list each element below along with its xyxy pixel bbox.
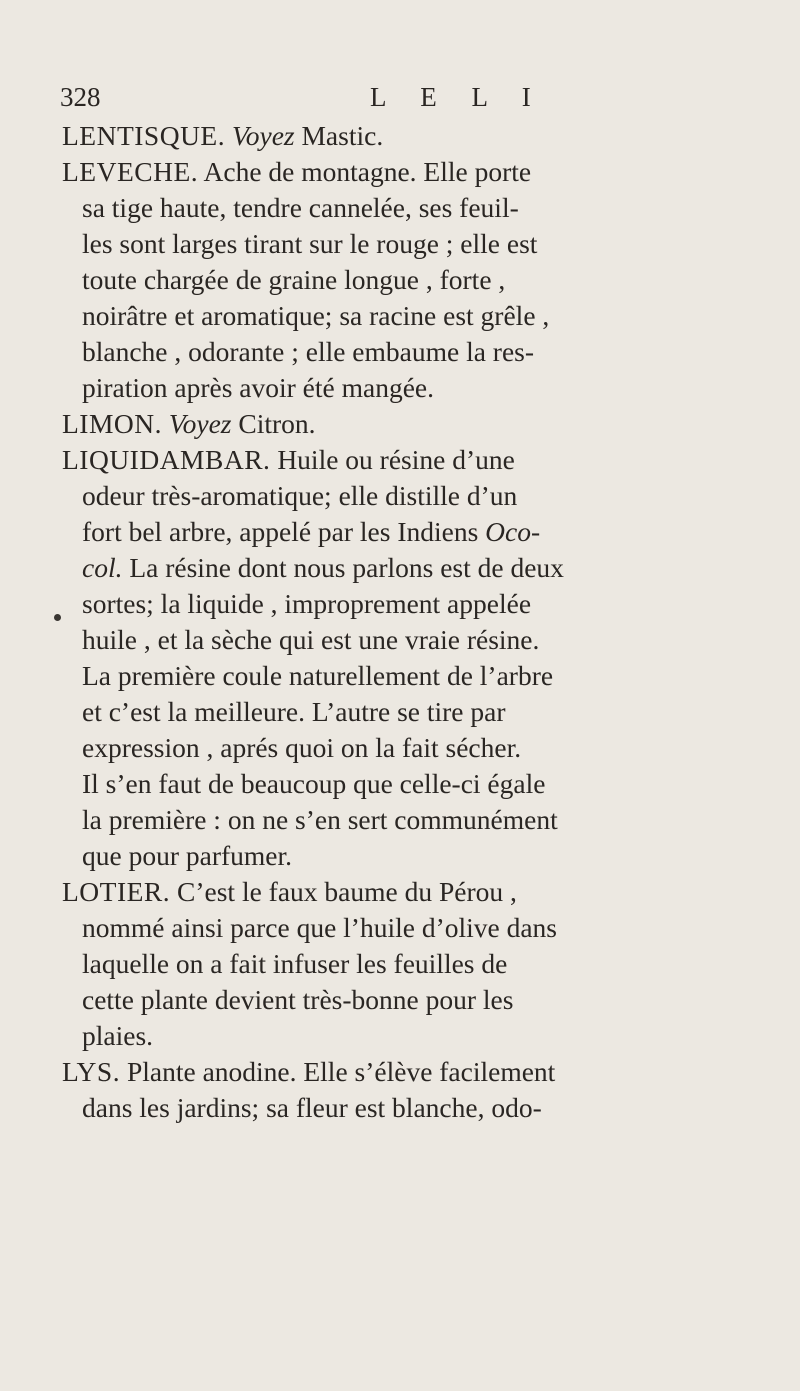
line-text — [162, 408, 169, 439]
text-line — [62, 875, 517, 909]
line-text: C’est le faux baume du Pérou , — [170, 876, 517, 907]
text-line — [82, 515, 540, 549]
text-line — [62, 1055, 555, 1089]
entry-headword: LIQUIDAMBAR. — [62, 444, 271, 475]
text-line — [82, 1019, 153, 1053]
text-line — [82, 551, 564, 585]
ink-spot — [54, 614, 61, 621]
italic-text: Voyez — [168, 408, 232, 439]
line-text — [225, 120, 232, 151]
line-text: blanche , odorante ; elle embaume la res- — [82, 336, 535, 367]
text-line — [82, 227, 537, 261]
text-line — [82, 803, 558, 837]
line-text: huile , et la sèche qui est une vraie résine. — [82, 624, 540, 655]
line-text-end: Citron. — [231, 408, 316, 439]
text-line — [82, 335, 534, 369]
line-text: odeur très-aromatique; elle distille d’un — [82, 480, 518, 511]
text-line — [82, 191, 519, 225]
text-line — [82, 263, 505, 297]
entry-headword: LYS. — [62, 1056, 121, 1087]
line-text: noirâtre et aromatique; sa racine est grêle , — [82, 300, 550, 331]
line-text: laquelle on a fait infuser les feuilles de — [82, 948, 508, 979]
line-text: Plante anodine. Elle s’élève facilement — [120, 1056, 556, 1087]
line-text: Huile ou résine d’une — [270, 444, 515, 475]
text-line — [82, 1091, 542, 1125]
entry-headword: LENTISQUE. — [62, 120, 226, 151]
text-line — [82, 839, 292, 873]
line-text: et c’est la meilleure. L’autre se tire par — [82, 696, 506, 727]
line-text: dans les jardins; sa fleur est blanche, odo- — [82, 1092, 542, 1123]
line-text: cette plante devient très-bonne pour les — [82, 984, 514, 1015]
line-text: fort bel arbre, appelé par les Indiens — [82, 516, 486, 547]
text-line — [82, 947, 507, 981]
line-text-end: La résine dont nous parlons est de deux — [122, 552, 564, 583]
line-text: expression , aprés quoi on la fait sécher. — [82, 732, 522, 763]
text-line — [82, 731, 521, 765]
line-text: Il s’en faut de beaucoup que celle-ci égale — [82, 768, 546, 799]
line-text: piration après avoir été mangée. — [82, 372, 434, 403]
italic-text: Voyez — [231, 120, 295, 151]
line-text: la première : on ne s’en sert communément — [82, 804, 558, 835]
text-line — [62, 407, 316, 441]
text-line — [62, 119, 383, 153]
line-text: sa tige haute, tendre cannelée, ses feuil- — [82, 192, 519, 223]
text-line — [82, 659, 553, 693]
line-text: les sont larges tirant sur le rouge ; elle est — [82, 228, 538, 259]
line-text: nommé ainsi parce que l’huile d’olive dans — [82, 912, 557, 943]
page-number: 328 — [60, 82, 101, 112]
text-line — [82, 911, 557, 945]
entry-headword: LOTIER. — [62, 876, 171, 907]
text-line — [62, 155, 531, 189]
italic-text: Oco- — [485, 516, 541, 547]
line-text: sortes; la liquide , improprement appelée — [82, 588, 532, 619]
line-text: que pour parfumer. — [82, 840, 292, 871]
italic-text: col. — [82, 552, 123, 583]
page-header — [60, 82, 660, 122]
text-line — [82, 695, 506, 729]
entry-headword: LIMON. — [62, 408, 163, 439]
line-text: plaies. — [82, 1020, 154, 1051]
line-text: toute chargée de graine longue , forte , — [82, 264, 506, 295]
text-line — [82, 299, 549, 333]
running-head: L E L I — [370, 82, 545, 112]
line-text-end: Mastic. — [294, 120, 384, 151]
entry-headword: LEVECHE. — [62, 156, 199, 187]
text-line — [62, 443, 515, 477]
text-line — [82, 767, 545, 801]
text-line — [82, 623, 539, 657]
text-line — [82, 587, 531, 621]
text-line — [82, 371, 434, 405]
line-text: La première coule naturellement de l’arbre — [82, 660, 554, 691]
text-line — [82, 479, 517, 513]
text-line — [82, 983, 513, 1017]
line-text: Ache de montagne. Elle porte — [198, 156, 532, 187]
